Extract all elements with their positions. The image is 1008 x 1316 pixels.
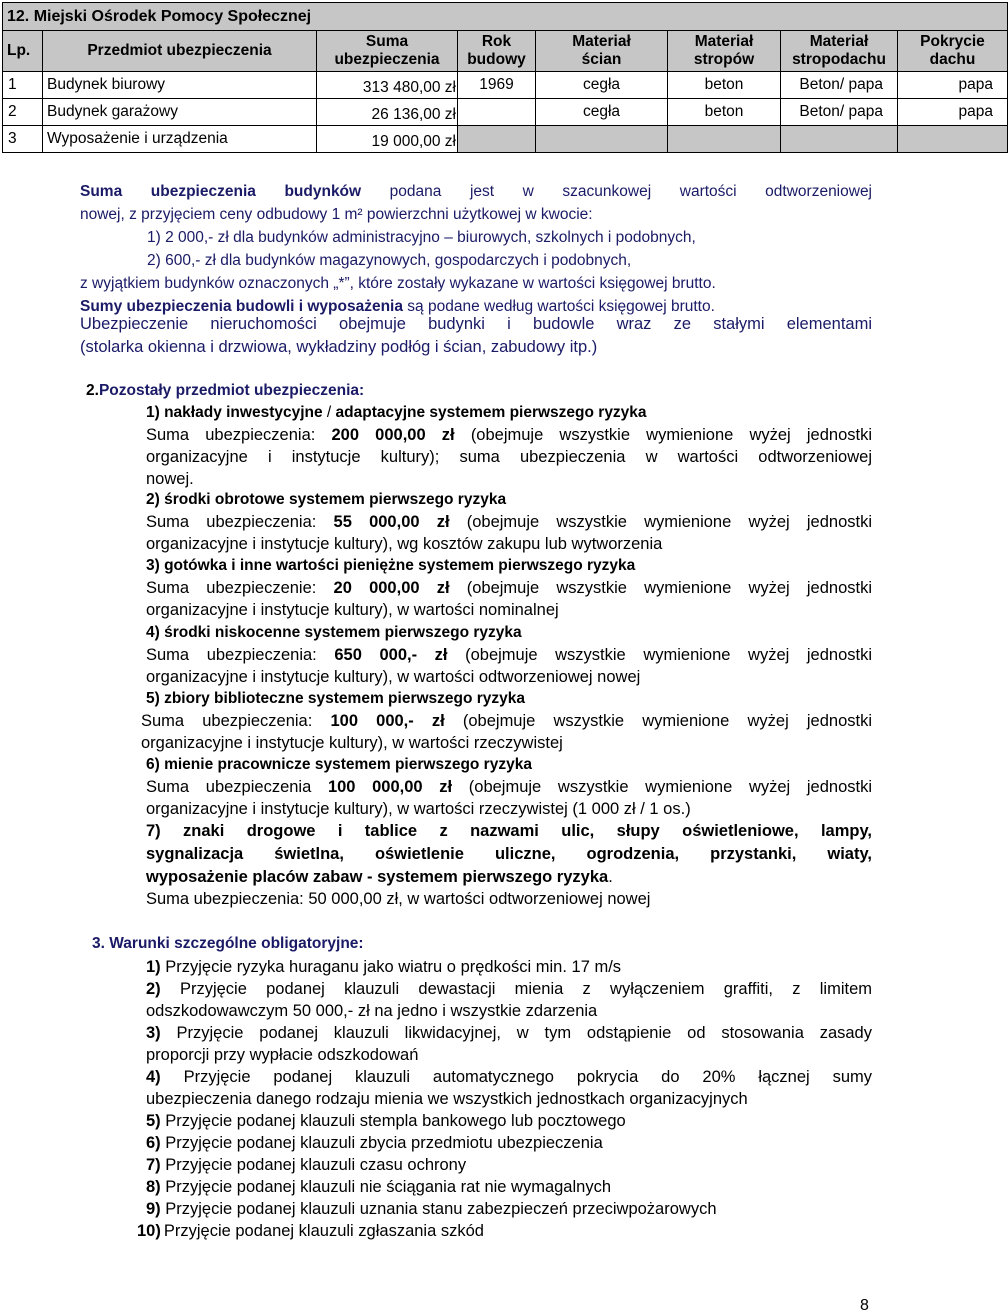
list-item: 1) Przyjęcie ryzyka huraganu jako wiatru o prędkości min. 17 m/s: [146, 958, 622, 976]
property-table-grid: [2, 2, 1008, 153]
cell-year: [458, 99, 536, 126]
table-row: [3, 99, 1008, 126]
cell-year: [458, 126, 536, 153]
item-3-title: 3) gotówka i inne wartości pieniężne systemem pierwszego ryzyka: [146, 557, 636, 574]
item-2-sum: Suma ubezpieczenia: 55 000,00 zł (obejmuje wszystkie wymienione wyżej jednostki: [146, 513, 872, 531]
section-2-heading: 2.Pozostały przedmiot ubezpieczenia:: [86, 382, 365, 399]
cell-roofing: papa: [898, 72, 1008, 99]
cell-subject: Wyposażenie i urządzenia: [43, 126, 317, 153]
cell-walls: cegła: [536, 99, 668, 126]
cell-sum: 26 136,00 zł: [317, 99, 458, 126]
item-1-title: 1) nakłady inwestycyjne / adaptacyjne systemem pierwszego ryzyka: [146, 404, 647, 421]
col-header-year: Rok budowy: [458, 31, 536, 72]
list-item: 10) Przyjęcie podanej klauzuli zgłaszania szkód: [137, 1222, 484, 1240]
list-item-cont: ubezpieczenia danego rodzaju mienia we wszystkich jednostkach organizacyjnych: [146, 1090, 748, 1108]
para-line: nowej, z przyjęciem ceny odbudowy 1 m² powierzchni użytkowej w kwocie:: [80, 206, 593, 223]
item-7-title: 7) znaki drogowe i tablice z nazwami ulic, słupy oświetleniowe, lampy,: [146, 822, 872, 840]
cell-lp: 2: [3, 99, 43, 126]
cell-subject: Budynek biurowy: [43, 72, 317, 99]
cell-subject: Budynek garażowy: [43, 99, 317, 126]
item-6-title: 6) mienie pracownicze systemem pierwszego ryzyka: [146, 756, 532, 773]
item-7-sum: Suma ubezpieczenia: 50 000,00 zł, w wartości odtworzeniowej nowej: [146, 890, 651, 908]
item-7-title: wyposażenie placów zabaw - systemem pierwszego ryzyka.: [146, 868, 613, 886]
cell-sum: 19 000,00 zł: [317, 126, 458, 153]
cell-year: 1969: [458, 72, 536, 99]
list-item: 2) Przyjęcie podanej klauzuli dewastacji mienia z wyłączeniem graffiti, z limitem: [146, 980, 872, 998]
list-item: 9) Przyjęcie podanej klauzuli uznania stanu zabezpieczeń przeciwpożarowych: [146, 1200, 717, 1218]
col-header-roofing: Pokrycie dachu: [898, 31, 1008, 72]
para-line: (stolarka okienna i drzwiowa, wykładziny podłóg i ścian, zabudowy itp.): [80, 338, 598, 356]
section-3-heading: 3. Warunki szczególne obligatoryjne:: [92, 935, 364, 952]
para-line: Ubezpieczenie nieruchomości obejmuje budynki i budowle wraz ze stałymi elementami: [80, 315, 872, 333]
table-row: [3, 72, 1008, 99]
item-1-sum: Suma ubezpieczenia: 200 000,00 zł (obejmuje wszystkie wymienione wyżej jednostki: [146, 426, 872, 444]
list-item: 6) Przyjęcie podanej klauzuli zbycia przedmiotu ubezpieczenia: [146, 1134, 603, 1152]
cell-ceilings: beton: [668, 99, 781, 126]
item-4-line: organizacyjne i instytucje kultury), w wartości odtworzeniowej nowej: [146, 668, 641, 686]
item-2-line: organizacyjne i instytucje kultury), wg kosztów zakupu lub wytworzenia: [146, 535, 663, 553]
cell-ceilings: beton: [668, 72, 781, 99]
item-1-line: organizacyjne i instytucje kultury); suma ubezpieczenia w wartości odtworzeniowej: [146, 448, 872, 466]
cell-walls: [536, 126, 668, 153]
item-5-sum: Suma ubezpieczenia: 100 000,- zł (obejmuje wszystkie wymienione wyżej jednostki: [141, 712, 872, 730]
cell-ceilings: [668, 126, 781, 153]
table-row: [3, 126, 1008, 153]
para-line: Suma ubezpieczenia budynków podana jest w szacunkowej wartości odtworzeniowej: [80, 183, 873, 200]
cell-sum: 313 480,00 zł: [317, 72, 458, 99]
col-header-roof-ceiling: Materiał stropodachu: [781, 31, 898, 72]
item-2-title: 2) środki obrotowe systemem pierwszego ryzyka: [146, 491, 507, 508]
col-header-ceilings: Materiał stropów: [668, 31, 781, 72]
cell-roofing: [898, 126, 1008, 153]
cell-roof-ceiling: [781, 126, 898, 153]
list-item: 3) Przyjęcie podanej klauzuli likwidacyjnej, w tym odstąpienie od stosowania zasady: [146, 1024, 872, 1042]
item-5-line: organizacyjne i instytucje kultury), w wartości rzeczywistej: [141, 734, 563, 752]
item-1-line: nowej.: [146, 470, 194, 488]
item-6-sum: Suma ubezpieczenia 100 000,00 zł (obejmuje wszystkie wymienione wyżej jednostki: [146, 778, 872, 796]
cell-roof-ceiling: Beton/ papa: [781, 72, 898, 99]
para-line: Sumy ubezpieczenia budowli i wyposażenia są podane według wartości księgowej brutto.: [80, 298, 715, 315]
para-line: 1) 2 000,- zł dla budynków administracyjno – biurowych, szkolnych i podobnych,: [147, 229, 696, 246]
list-item: 8) Przyjęcie podanej klauzuli nie ściągania rat nie wymagalnych: [146, 1178, 612, 1196]
cell-lp: 1: [3, 72, 43, 99]
item-5-title: 5) zbiory biblioteczne systemem pierwszego ryzyka: [146, 690, 526, 707]
list-item: 5) Przyjęcie podanej klauzuli stempla bankowego lub pocztowego: [146, 1112, 626, 1130]
list-item-cont: proporcji przy wypłacie odszkodowań: [146, 1046, 419, 1064]
list-item: 7) Przyjęcie podanej klauzuli czasu ochrony: [146, 1156, 467, 1174]
item-4-title: 4) środki niskocenne systemem pierwszego ryzyka: [146, 624, 522, 641]
cell-roof-ceiling: Beton/ papa: [781, 99, 898, 126]
item-4-sum: Suma ubezpieczenia: 650 000,- zł (obejmuje wszystkie wymienione wyżej jednostki: [146, 646, 872, 664]
table-title: 12. Miejski Ośrodek Pomocy Społecznej: [3, 3, 1008, 31]
property-table: [2, 2, 993, 153]
para-line: z wyjątkiem budynków oznaczonych „*”, które zostały wykazane w wartości księgowej brutto.: [80, 275, 716, 292]
page-number: 8: [860, 1297, 869, 1314]
cell-roofing: papa: [898, 99, 1008, 126]
col-header-sum: Suma ubezpieczenia: [317, 31, 458, 72]
item-3-line: organizacyjne i instytucje kultury), w wartości nominalnej: [146, 601, 559, 619]
col-header-lp: Lp.: [3, 31, 43, 72]
col-header-subject: Przedmiot ubezpieczenia: [43, 31, 317, 72]
list-item-cont: odszkodowawczym 50 000,- zł na jedno i wszystkie zdarzenia: [146, 1002, 598, 1020]
para-line: 2) 600,- zł dla budynków magazynowych, gospodarczych i podobnych,: [147, 252, 632, 269]
item-7-title: sygnalizacja świetlna, oświetlenie uliczne, ogrodzenia, przystanki, wiaty,: [146, 845, 872, 863]
item-6-line: organizacyjne i instytucje kultury), w wartości rzeczywistej (1 000 zł / 1 os.): [146, 800, 691, 818]
item-3-sum: Suma ubezpieczenie: 20 000,00 zł (obejmuje wszystkie wymienione wyżej jednostki: [146, 579, 872, 597]
cell-lp: 3: [3, 126, 43, 153]
list-item: 4) Przyjęcie podanej klauzuli automatycznego pokrycia do 20% łącznej sumy: [146, 1068, 872, 1086]
cell-walls: cegła: [536, 72, 668, 99]
col-header-walls: Materiał ścian: [536, 31, 668, 72]
